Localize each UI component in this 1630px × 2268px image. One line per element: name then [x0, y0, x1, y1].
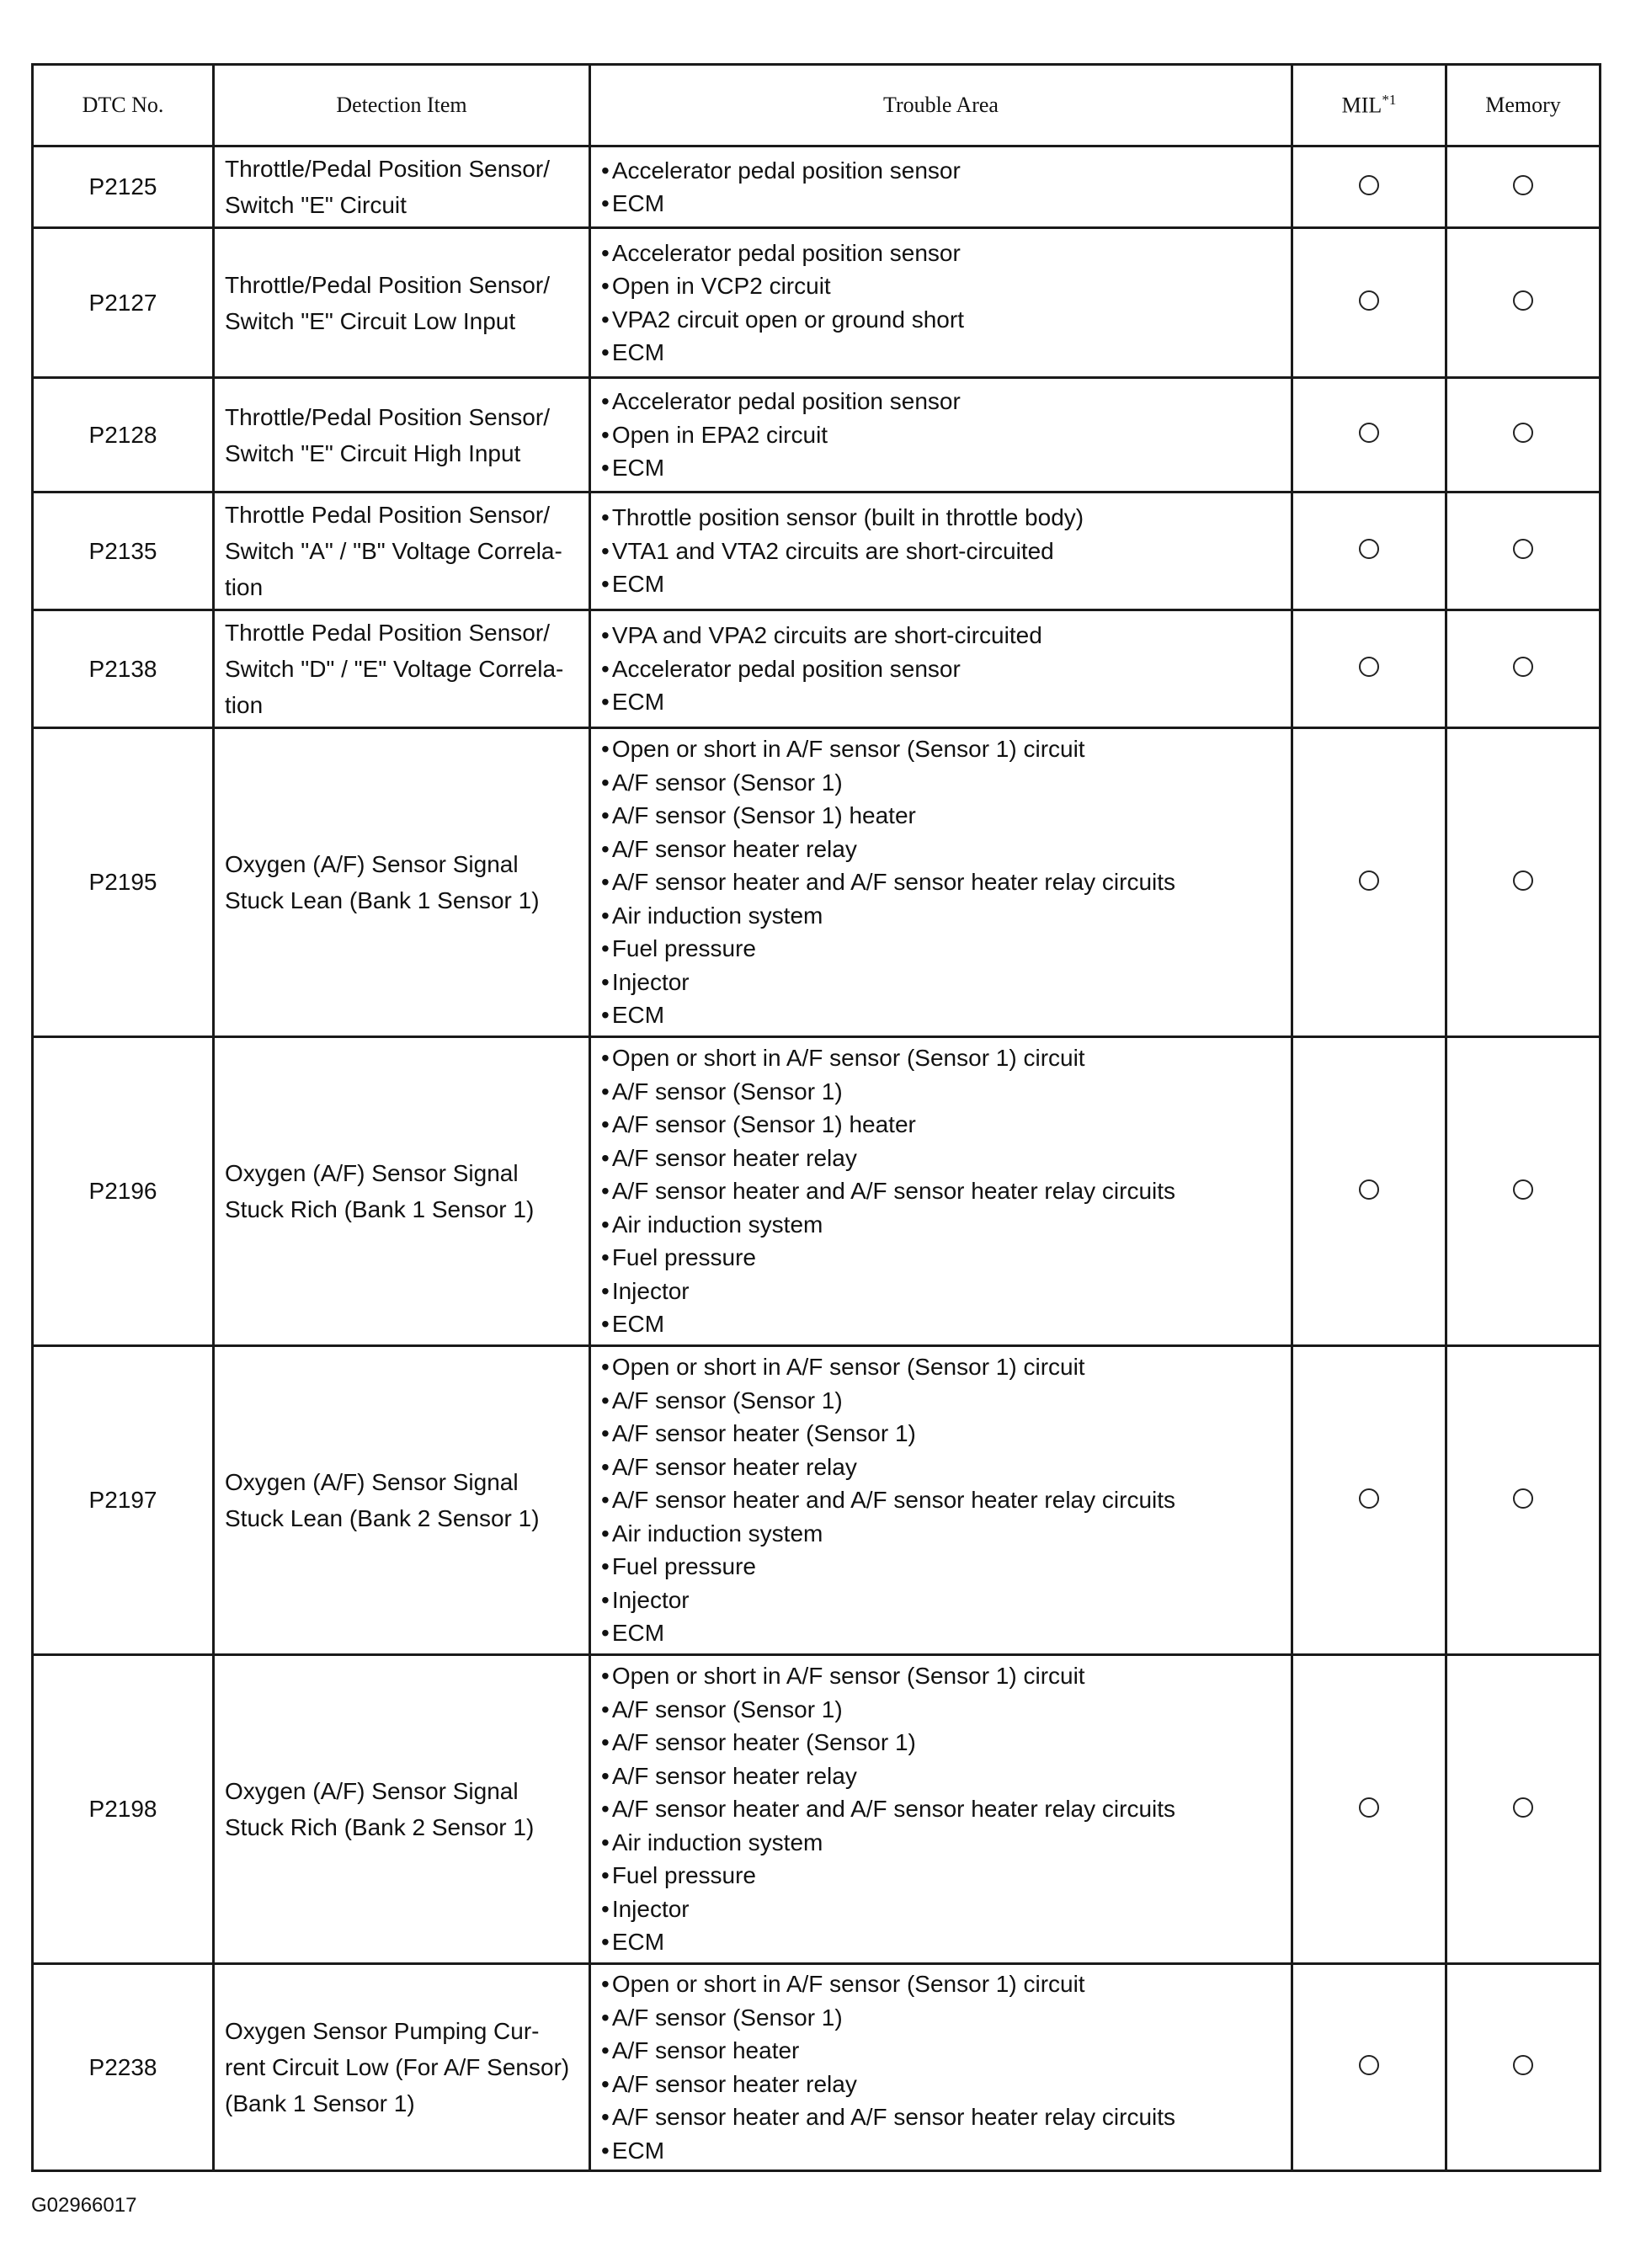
memory-circle-icon: [1513, 539, 1533, 559]
trouble-area-item: [601, 1584, 1281, 1617]
mil-cell: [1292, 1346, 1446, 1655]
trouble-area-item: [601, 2034, 1281, 2068]
trouble-area-item: [601, 619, 1281, 652]
detection-item-line: Stuck Rich (Bank 2 Sensor 1): [225, 1814, 535, 1840]
trouble-area-item: [601, 652, 1281, 686]
trouble-area-text: Open or short in A/F sensor (Sensor 1) circuit: [611, 1663, 1085, 1690]
mil-cell: [1292, 610, 1446, 728]
detection-item: [214, 1655, 590, 1964]
detection-item-line: Switch "E" Circuit High Input: [225, 439, 521, 466]
trouble-area-item: [601, 1041, 1281, 1075]
trouble-area-item: [601, 1108, 1281, 1142]
detection-item-line: Oxygen (A/F) Sensor Signal: [225, 1778, 519, 1804]
trouble-area-item: [601, 1893, 1281, 1926]
dtc-code: P2127: [33, 228, 214, 378]
trouble-area-text: Fuel pressure: [611, 1553, 756, 1580]
trouble-area-text: A/F sensor (Sensor 1): [611, 1387, 843, 1414]
dtc-code: P2198: [33, 1655, 214, 1964]
trouble-area-item: [601, 451, 1281, 485]
trouble-area: [590, 1655, 1292, 1964]
trouble-area-text: ECM: [611, 2137, 665, 2164]
detection-item-line: Switch "E" Circuit: [225, 192, 407, 218]
trouble-area-text: Open or short in A/F sensor (Sensor 1) circuit: [611, 736, 1085, 763]
header-mil-label: MIL: [1341, 93, 1382, 118]
table-row: [33, 728, 1601, 1037]
trouble-area-list: [601, 1350, 1281, 1650]
trouble-area-text: Fuel pressure: [611, 1244, 756, 1271]
detection-item-line: rent Circuit Low (For A/F Sensor): [225, 2054, 570, 2080]
trouble-area-text: A/F sensor heater and A/F sensor heater relay circuits: [611, 1178, 1176, 1205]
table-row: [33, 378, 1601, 492]
trouble-area-list: [601, 1659, 1281, 1959]
detection-item-line: Throttle/Pedal Position Sensor/: [225, 403, 550, 430]
mil-cell: [1292, 228, 1446, 378]
trouble-area-item: [601, 2068, 1281, 2101]
trouble-area-item: [601, 1350, 1281, 1384]
trouble-area-text: VPA2 circuit open or ground short: [611, 306, 964, 333]
memory-circle-icon: [1513, 870, 1533, 891]
trouble-area-item: [601, 998, 1281, 1032]
memory-cell: [1446, 610, 1601, 728]
detection-item-line: Oxygen (A/F) Sensor Signal: [225, 851, 519, 877]
trouble-area-text: Open in VCP2 circuit: [611, 273, 831, 299]
trouble-area: [590, 228, 1292, 378]
trouble-area-list: [601, 385, 1281, 485]
mil-circle-icon: [1359, 870, 1379, 891]
trouble-area: [590, 610, 1292, 728]
detection-item-line: Switch "E" Circuit Low Input: [225, 307, 516, 334]
trouble-area-item: [601, 932, 1281, 966]
dtc-code: P2195: [33, 728, 214, 1037]
memory-circle-icon: [1513, 657, 1533, 677]
trouble-area-text: Air induction system: [611, 1829, 823, 1855]
mil-cell: [1292, 1655, 1446, 1964]
trouble-area-text: A/F sensor heater relay: [611, 2070, 857, 2097]
trouble-area-item: [601, 1925, 1281, 1959]
trouble-area-item: [601, 1859, 1281, 1893]
trouble-area-text: ECM: [611, 571, 665, 598]
detection-item-line: Stuck Lean (Bank 1 Sensor 1): [225, 887, 540, 913]
trouble-area-text: ECM: [611, 455, 665, 482]
trouble-area-item: [601, 567, 1281, 601]
memory-circle-icon: [1513, 423, 1533, 443]
table-row: [33, 228, 1601, 378]
trouble-area-item: [601, 2001, 1281, 2035]
trouble-area-item: [601, 1208, 1281, 1242]
trouble-area-item: [601, 187, 1281, 221]
detection-item: [214, 1964, 590, 2171]
dtc-code: P2238: [33, 1964, 214, 2171]
trouble-area-text: Accelerator pedal position sensor: [611, 239, 961, 266]
mil-circle-icon: [1359, 1797, 1379, 1818]
trouble-area-text: VPA and VPA2 circuits are short-circuited: [611, 622, 1042, 649]
dtc-code: P2135: [33, 492, 214, 610]
header-row: [33, 65, 1601, 146]
trouble-area-item: [601, 501, 1281, 535]
header-detection-item: Detection Item: [214, 65, 590, 146]
trouble-area-item: [601, 1550, 1281, 1584]
memory-circle-icon: [1513, 1179, 1533, 1200]
mil-circle-icon: [1359, 657, 1379, 677]
trouble-area-text: VTA1 and VTA2 circuits are short-circuited: [611, 537, 1054, 564]
trouble-area-item: [601, 1483, 1281, 1517]
trouble-area-text: A/F sensor heater (Sensor 1): [611, 1729, 916, 1756]
trouble-area: [590, 378, 1292, 492]
trouble-area-text: A/F sensor (Sensor 1): [611, 1696, 843, 1722]
trouble-area-item: [601, 966, 1281, 999]
mil-circle-icon: [1359, 2055, 1379, 2075]
trouble-area-item: [601, 1307, 1281, 1341]
trouble-area-item: [601, 1826, 1281, 1860]
trouble-area-text: A/F sensor (Sensor 1): [611, 769, 843, 796]
trouble-area-item: [601, 385, 1281, 418]
trouble-area-text: ECM: [611, 689, 665, 716]
trouble-area-text: A/F sensor (Sensor 1): [611, 1078, 843, 1105]
trouble-area-text: ECM: [611, 1311, 665, 1338]
trouble-area: [590, 1964, 1292, 2171]
trouble-area-item: [601, 418, 1281, 452]
mil-cell: [1292, 728, 1446, 1037]
trouble-area-item: [601, 1792, 1281, 1826]
detection-item-line: Oxygen (A/F) Sensor Signal: [225, 1160, 519, 1186]
detection-item: [214, 228, 590, 378]
trouble-area-item: [601, 865, 1281, 899]
trouble-area-item: [601, 1726, 1281, 1760]
detection-item-line: Oxygen Sensor Pumping Cur-: [225, 2018, 540, 2044]
trouble-area-text: A/F sensor (Sensor 1): [611, 2004, 843, 2031]
trouble-area-text: A/F sensor heater relay: [611, 1453, 857, 1480]
mil-cell: [1292, 146, 1446, 228]
trouble-area-text: Open or short in A/F sensor (Sensor 1) circuit: [611, 1354, 1085, 1381]
memory-circle-icon: [1513, 2055, 1533, 2075]
trouble-area-item: [601, 899, 1281, 933]
memory-circle-icon: [1513, 290, 1533, 311]
trouble-area-list: [601, 501, 1281, 601]
trouble-area: [590, 728, 1292, 1037]
trouble-area: [590, 492, 1292, 610]
mil-circle-icon: [1359, 175, 1379, 195]
trouble-area-item: [601, 833, 1281, 866]
trouble-area-text: A/F sensor heater relay: [611, 1762, 857, 1789]
memory-cell: [1446, 378, 1601, 492]
dtc-code: P2125: [33, 146, 214, 228]
header-memory: Memory: [1446, 65, 1601, 146]
trouble-area-text: Injector: [611, 1895, 690, 1922]
trouble-area-text: Throttle position sensor (built in throttle body): [611, 504, 1084, 531]
trouble-area-text: A/F sensor heater and A/F sensor heater relay circuits: [611, 1487, 1176, 1514]
trouble-area-text: Injector: [611, 1586, 690, 1613]
trouble-area-text: Open in EPA2 circuit: [611, 421, 828, 448]
memory-cell: [1446, 228, 1601, 378]
detection-item: [214, 492, 590, 610]
trouble-area-item: [601, 1760, 1281, 1793]
trouble-area-item: [601, 269, 1281, 303]
trouble-area-text: ECM: [611, 1002, 665, 1029]
trouble-area-item: [601, 1142, 1281, 1175]
trouble-area-text: Fuel pressure: [611, 1862, 756, 1889]
mil-circle-icon: [1359, 539, 1379, 559]
detection-item: [214, 146, 590, 228]
table-row: [33, 1655, 1601, 1964]
memory-cell: [1446, 492, 1601, 610]
detection-item-line: tion: [225, 692, 264, 718]
trouble-area-text: A/F sensor heater and A/F sensor heater relay circuits: [611, 869, 1176, 896]
trouble-area-list: [601, 154, 1281, 221]
table-row: [33, 610, 1601, 728]
trouble-area-text: ECM: [611, 1620, 665, 1647]
detection-item-line: Stuck Rich (Bank 1 Sensor 1): [225, 1196, 535, 1222]
detection-item: [214, 378, 590, 492]
trouble-area-text: A/F sensor heater: [611, 2037, 800, 2063]
trouble-area-item: [601, 154, 1281, 188]
detection-item-line: Throttle Pedal Position Sensor/: [225, 620, 550, 646]
memory-cell: [1446, 728, 1601, 1037]
trouble-area-item: [601, 1275, 1281, 1308]
header-mil-note: *1: [1382, 92, 1397, 109]
figure-id: G02966017: [31, 2194, 137, 2217]
trouble-area-item: [601, 799, 1281, 833]
detection-item: [214, 1037, 590, 1346]
header-trouble-area: Trouble Area: [590, 65, 1292, 146]
trouble-area-text: Fuel pressure: [611, 935, 756, 962]
trouble-area-item: [601, 1693, 1281, 1727]
dtc-code: P2138: [33, 610, 214, 728]
memory-cell: [1446, 1655, 1601, 1964]
trouble-area-text: Injector: [611, 1277, 690, 1304]
trouble-area-text: Open or short in A/F sensor (Sensor 1) circuit: [611, 1971, 1085, 1997]
memory-cell: [1446, 146, 1601, 228]
trouble-area: [590, 1037, 1292, 1346]
trouble-area-item: [601, 1967, 1281, 2001]
memory-cell: [1446, 1964, 1601, 2171]
trouble-area-text: ECM: [611, 339, 665, 365]
mil-cell: [1292, 378, 1446, 492]
trouble-area-item: [601, 1451, 1281, 1484]
trouble-area-text: A/F sensor heater relay: [611, 835, 857, 862]
trouble-area-item: [601, 1384, 1281, 1418]
trouble-area-item: [601, 1417, 1281, 1451]
trouble-area-item: [601, 1517, 1281, 1551]
trouble-area-item: [601, 2134, 1281, 2168]
trouble-area: [590, 1346, 1292, 1655]
trouble-area-item: [601, 535, 1281, 568]
detection-item-line: tion: [225, 574, 264, 600]
trouble-area-text: Accelerator pedal position sensor: [611, 157, 961, 184]
trouble-area-item: [601, 1616, 1281, 1650]
detection-item-line: Throttle/Pedal Position Sensor/: [225, 156, 550, 182]
dtc-code: P2196: [33, 1037, 214, 1346]
memory-cell: [1446, 1037, 1601, 1346]
detection-item: [214, 728, 590, 1037]
detection-item-line: Stuck Lean (Bank 2 Sensor 1): [225, 1505, 540, 1531]
memory-circle-icon: [1513, 1797, 1533, 1818]
table-row: [33, 146, 1601, 228]
table-row: [33, 1346, 1601, 1655]
mil-circle-icon: [1359, 290, 1379, 311]
dtc-code: P2128: [33, 378, 214, 492]
trouble-area-text: Injector: [611, 968, 690, 995]
memory-circle-icon: [1513, 175, 1533, 195]
trouble-area-text: A/F sensor heater and A/F sensor heater relay circuits: [611, 2104, 1176, 2130]
mil-cell: [1292, 492, 1446, 610]
trouble-area-text: Accelerator pedal position sensor: [611, 388, 961, 415]
trouble-area-list: [601, 732, 1281, 1032]
trouble-area-text: Open or short in A/F sensor (Sensor 1) circuit: [611, 1045, 1085, 1072]
dtc-body: [33, 146, 1601, 2171]
trouble-area-text: ECM: [611, 190, 665, 216]
detection-item-line: Switch "D" / "E" Voltage Correla-: [225, 656, 564, 682]
trouble-area-text: Air induction system: [611, 1211, 823, 1238]
mil-circle-icon: [1359, 1179, 1379, 1200]
trouble-area-text: A/F sensor (Sensor 1) heater: [611, 1111, 916, 1138]
trouble-area-list: [601, 1967, 1281, 2167]
dtc-table: [31, 63, 1601, 2172]
trouble-area-item: [601, 2100, 1281, 2134]
trouble-area-item: [601, 685, 1281, 719]
trouble-area-item: [601, 1174, 1281, 1208]
trouble-area-text: Air induction system: [611, 1520, 823, 1547]
detection-item-line: Switch "A" / "B" Voltage Correla-: [225, 538, 562, 564]
detection-item: [214, 1346, 590, 1655]
detection-item-line: Throttle Pedal Position Sensor/: [225, 502, 550, 528]
trouble-area-text: A/F sensor heater (Sensor 1): [611, 1420, 916, 1447]
trouble-area-item: [601, 732, 1281, 766]
table-row: [33, 1964, 1601, 2171]
trouble-area-text: Accelerator pedal position sensor: [611, 655, 961, 682]
header-mil: [1292, 65, 1446, 146]
detection-item-line: (Bank 1 Sensor 1): [225, 2090, 415, 2116]
trouble-area-item: [601, 303, 1281, 337]
mil-cell: [1292, 1964, 1446, 2171]
trouble-area-text: A/F sensor heater and A/F sensor heater relay circuits: [611, 1796, 1176, 1823]
trouble-area-item: [601, 1075, 1281, 1109]
trouble-area-item: [601, 1241, 1281, 1275]
trouble-area-item: [601, 766, 1281, 800]
trouble-area: [590, 146, 1292, 228]
table-row: [33, 1037, 1601, 1346]
mil-cell: [1292, 1037, 1446, 1346]
trouble-area-list: [601, 619, 1281, 719]
header-dtc-no: DTC No.: [33, 65, 214, 146]
mil-circle-icon: [1359, 1488, 1379, 1509]
trouble-area-list: [601, 1041, 1281, 1341]
detection-item-line: Oxygen (A/F) Sensor Signal: [225, 1469, 519, 1495]
trouble-area-text: Air induction system: [611, 902, 823, 929]
trouble-area-text: A/F sensor (Sensor 1) heater: [611, 802, 916, 829]
trouble-area-text: A/F sensor heater relay: [611, 1144, 857, 1171]
detection-item: [214, 610, 590, 728]
trouble-area-text: ECM: [611, 1929, 665, 1956]
trouble-area-list: [601, 237, 1281, 370]
trouble-area-item: [601, 237, 1281, 270]
memory-cell: [1446, 1346, 1601, 1655]
mil-circle-icon: [1359, 423, 1379, 443]
detection-item-line: Throttle/Pedal Position Sensor/: [225, 271, 550, 298]
dtc-code: P2197: [33, 1346, 214, 1655]
memory-circle-icon: [1513, 1488, 1533, 1509]
trouble-area-item: [601, 336, 1281, 370]
table-row: [33, 492, 1601, 610]
trouble-area-item: [601, 1659, 1281, 1693]
